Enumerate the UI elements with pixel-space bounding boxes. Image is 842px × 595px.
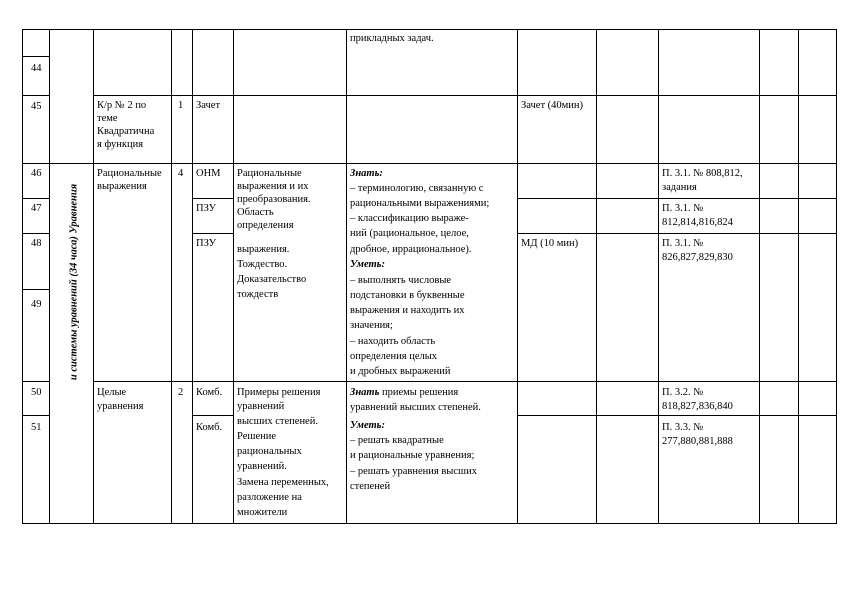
col-line-0 — [22, 29, 23, 524]
content-50-line-5: рациональных — [237, 446, 302, 457]
req-46-can-label: Уметь: — [350, 259, 385, 270]
req-46-can-line-4: значения; — [350, 320, 393, 331]
content-46-line-7: Тождество. — [237, 259, 288, 270]
homework-50-line-1: П. 3.2. № — [662, 387, 704, 398]
hours-46: 4 — [178, 168, 184, 179]
content-50-line-8: разложение на — [237, 492, 302, 503]
row-line-47-a — [22, 233, 49, 234]
req-46-can-line-1: – выполнять числовые — [350, 275, 452, 286]
content-50-line-4: Решение — [237, 431, 277, 442]
content-50-line-7: Замена переменных, — [237, 477, 329, 488]
req-50-can-line-4: степеней — [350, 481, 391, 492]
row-line-49-left — [22, 381, 49, 382]
req-46-can-line-5: – находить область — [350, 336, 436, 347]
content-50-line-2: уравнений — [237, 401, 285, 412]
col-line-12 — [836, 29, 837, 524]
table-border-top — [22, 29, 837, 30]
row-line-44-left — [22, 95, 49, 96]
content-46-line-9: тождеств — [237, 289, 279, 300]
section-title-text: и системы уравнений (34 часа) Уравнения — [68, 183, 80, 381]
homework-50-line-2: 818,827,836,840 — [662, 401, 733, 412]
homework-48-line-1: П. 3.1. № — [662, 238, 704, 249]
content-46-line-2: выражения и их — [237, 181, 309, 192]
homework-51-line-2: 277,880,881,888 — [662, 436, 733, 447]
col-line-10 — [759, 29, 760, 524]
row-line-50-b — [192, 415, 233, 416]
topic-46-line-2: выражения — [97, 181, 147, 192]
lesson-type-47: ПЗУ — [196, 203, 217, 214]
req-46-know-line-2: рациональными выражениями; — [350, 198, 490, 209]
row-line-45-left — [22, 163, 49, 164]
content-50-line-6: уравнений. — [237, 461, 287, 472]
req-46-know-line-5: дробное, иррациональное). — [350, 244, 472, 255]
row-number-51: 51 — [31, 422, 42, 433]
lesson-type-48: ПЗУ — [196, 238, 217, 249]
req-50-can-line-2: и рациональные уравнения; — [350, 450, 475, 461]
row-line-47-c — [517, 233, 837, 234]
row-line-48 — [22, 289, 49, 290]
row-number-44: 44 — [31, 63, 42, 74]
row-line-44 — [22, 56, 49, 57]
topic-46-line-1: Рациональные — [97, 168, 162, 179]
row-line-47-b — [192, 233, 233, 234]
control-48: МД (10 мин) — [521, 238, 579, 249]
content-46-line-6: выражения. — [237, 244, 290, 255]
req-46-can-line-2: подстановки в буквенные — [350, 290, 465, 301]
row-line-45-right — [49, 163, 837, 164]
req-50-know-rest: приемы решения — [379, 387, 459, 398]
req-continuation: прикладных задач. — [350, 33, 434, 44]
row-number-46: 46 — [31, 168, 42, 179]
content-50-line-9: множители — [237, 507, 288, 518]
row-line-50-c — [517, 415, 837, 416]
req-46-can-line-7: и дробных выражений — [350, 366, 451, 377]
content-46-line-3: преобразования. — [237, 194, 311, 205]
row-number-49: 49 — [31, 299, 42, 310]
col-line-6 — [346, 29, 347, 524]
row-number-47: 47 — [31, 203, 42, 214]
lesson-type-46: ОНМ — [196, 168, 221, 179]
col-line-1 — [49, 29, 50, 524]
req-46-know-label: Знать: — [350, 168, 383, 179]
lesson-type-50: Комб. — [196, 387, 223, 398]
topic-50-line-1: Целые — [97, 387, 127, 398]
col-line-3 — [171, 29, 172, 524]
row-line-49-right — [93, 381, 837, 382]
topic-45-line-3: Квадратична — [97, 126, 155, 137]
row-line-46-c — [517, 198, 837, 199]
req-50-know-line-2: уравнений высших степеней. — [350, 402, 481, 413]
lesson-type-51: Комб. — [196, 422, 223, 433]
homework-46-line-1: П. 3.1. № 808,812, — [662, 168, 743, 179]
homework-47-line-2: 812,814,816,824 — [662, 217, 733, 228]
topic-45-line-2: теме — [97, 113, 118, 124]
req-46-can-line-6: определения целых — [350, 351, 438, 362]
req-46-know-line-3: – классификацию выраже- — [350, 213, 469, 224]
topic-50-line-2: уравнения — [97, 401, 144, 412]
hours-50: 2 — [178, 387, 184, 398]
content-50-line-1: Примеры решения — [237, 387, 321, 398]
row-line-50-a — [22, 415, 49, 416]
content-46-line-4: Область — [237, 207, 274, 218]
row-number-45: 45 — [31, 101, 42, 112]
row-line-46-b — [192, 198, 233, 199]
content-46-line-5: определения — [237, 220, 294, 231]
col-line-9 — [658, 29, 659, 524]
homework-48-line-2: 826,827,829,830 — [662, 252, 733, 263]
req-50-know-line-1 — [350, 387, 458, 400]
topic-45-line-4: я функция — [97, 139, 144, 150]
topic-45-line-1: К/р № 2 по — [97, 100, 147, 111]
content-50-line-3: высших степеней. — [237, 416, 318, 427]
homework-46-line-2: задания — [662, 182, 697, 193]
homework-47-line-1: П. 3.1. № — [662, 203, 704, 214]
req-50-can-line-3: – решать уравнения высших — [350, 466, 477, 477]
col-line-11 — [798, 29, 799, 524]
col-line-5 — [233, 29, 234, 524]
col-line-8 — [596, 29, 597, 524]
req-46-know-line-1: – терминологию, связанную с — [350, 183, 484, 194]
row-line-44-right — [93, 95, 837, 96]
content-46-line-1: Рациональные — [237, 168, 302, 179]
hours-45: 1 — [178, 100, 184, 111]
req-46-know-line-4: ний (рациональное, целое, — [350, 228, 469, 239]
row-line-46-a — [22, 198, 49, 199]
col-line-2 — [93, 29, 94, 524]
lesson-type-45: Зачет — [196, 100, 221, 111]
homework-51-line-1: П. 3.3. № — [662, 422, 704, 433]
table-border-bottom — [22, 523, 837, 524]
control-45: Зачет (40мин) — [521, 100, 584, 111]
col-line-4 — [192, 29, 193, 524]
req-50-can-label: Уметь: — [350, 420, 385, 431]
req-46-can-line-3: выражения и находить их — [350, 305, 465, 316]
col-line-7 — [517, 29, 518, 524]
req-50-know-label: Знать — [350, 387, 380, 398]
content-46-line-8: Доказательство — [237, 274, 307, 285]
row-number-50: 50 — [31, 387, 42, 398]
req-50-can-line-1: – решать квадратные — [350, 435, 444, 446]
row-number-48: 48 — [31, 238, 42, 249]
section-title — [64, 168, 84, 396]
